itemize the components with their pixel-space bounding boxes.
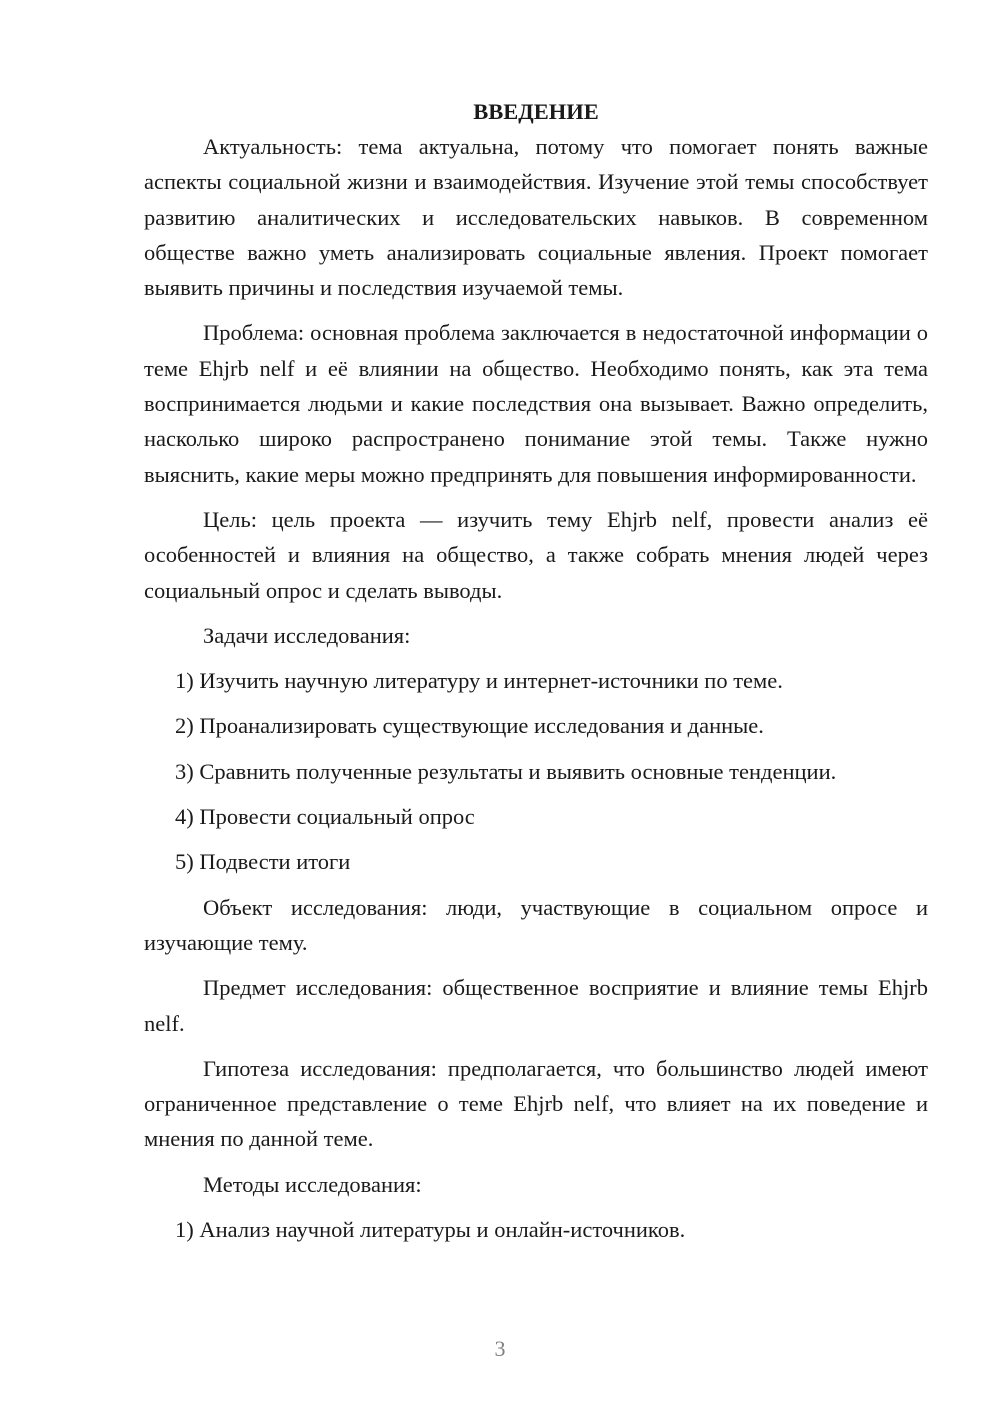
list-item-task-5: 5) Подвести итоги: [175, 849, 351, 875]
subject-paragraph: Предмет исследования: общественное восприятие и влияние темы Ehjrb nelf.: [144, 975, 928, 1036]
relevance-paragraph: Актуальность: тема актуальна, потому что помогает понять важные аспекты социальной жизни и взаимодействия. Изучение этой темы способствует развитию аналитических и исследовательских навыков. В современном обществе важно уметь анализировать социальные явления. Проект помогает выявить причины и последствия изучаемой темы.: [144, 134, 928, 301]
goal-paragraph: Цель: цель проекта — изучить тему Ehjrb nelf, провести анализ её особенностей и влияния на общество, а также собрать мнения людей через социальный опрос и сделать выводы.: [144, 506, 928, 603]
list-item-task-4: 4) Провести социальный опрос: [175, 804, 475, 830]
hypothesis-paragraph: Гипотеза исследования: предполагается, что большинство людей имеют ограниченное представление о теме Ehjrb nelf, что влияет на их поведение и мнения по данной теме.: [144, 1055, 928, 1152]
page-content: [144, 94, 928, 1247]
tasks-label: Задачи исследования:: [203, 622, 411, 648]
page-number: 3: [494, 1336, 506, 1361]
list-item-method-1: 1) Анализ научной литературы и онлайн-источников.: [175, 1217, 686, 1243]
list-item-task-3: 3) Сравнить полученные результаты и выявить основные тенденции.: [175, 758, 837, 784]
list-item-task-2: 2) Проанализировать существующие исследования и данные.: [175, 713, 764, 739]
object-paragraph: Объект исследования: люди, участвующие в социальном опросе и изучающие тему.: [144, 894, 928, 955]
methods-label: Методы исследования:: [203, 1171, 422, 1197]
problem-paragraph: Проблема: основная проблема заключается в недостаточной информации о теме Ehjrb nelf и её влиянии на общество. Необходимо понять, как эта тема воспринимается людьми и какие последствия она вызывает. Важно определить, насколько широко распространено понимание этой темы. Также нужно выяснить, какие меры можно предпринять для повышения информированности.: [144, 320, 928, 487]
list-item-task-1: 1) Изучить научную литературу и интернет-источники по теме.: [175, 668, 783, 694]
page-title: ВВЕДЕНИЕ: [473, 99, 599, 124]
